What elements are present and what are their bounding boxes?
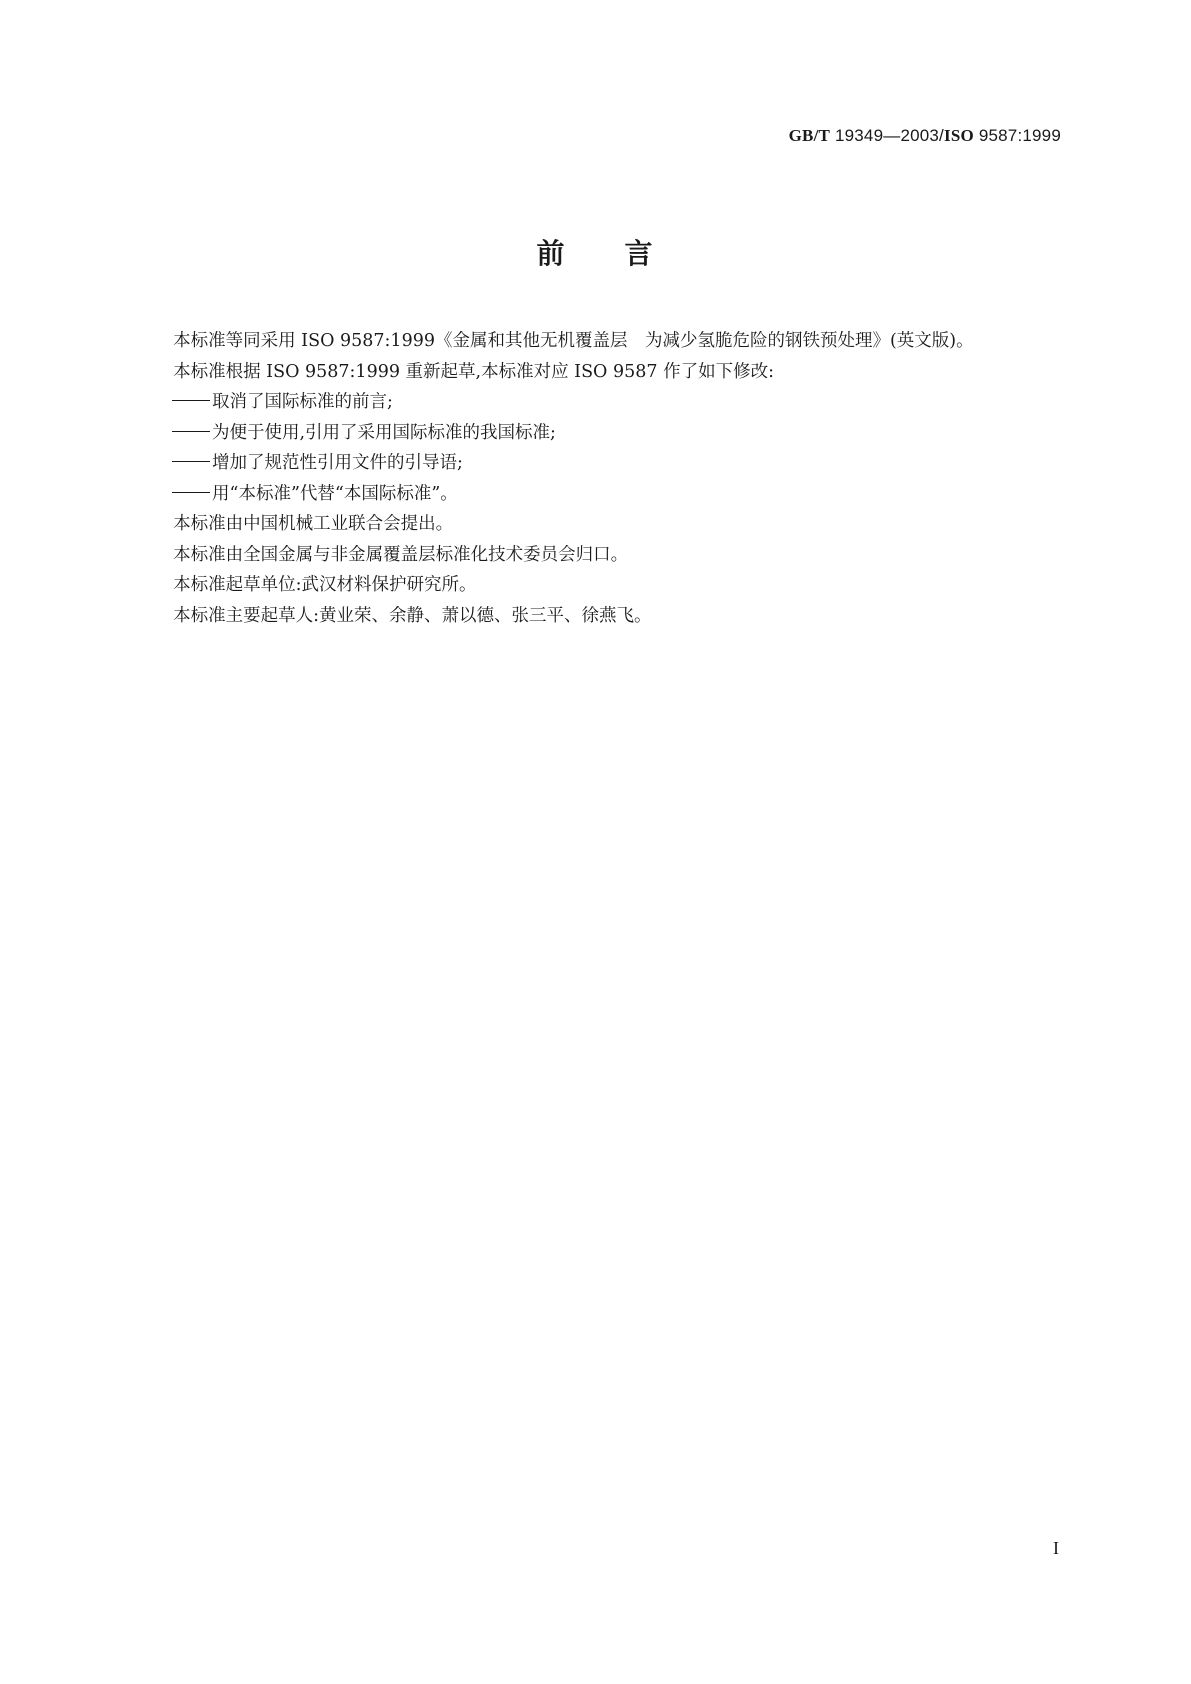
foreword-body bbox=[132, 326, 1062, 631]
paragraph-drafting-unit: 本标准起草单位:武汉材料保护研究所。 bbox=[173, 575, 477, 595]
iso-number: 9587:1999 bbox=[973, 126, 1061, 145]
list-item-text: 用“本标准”代替“本国际标准”。 bbox=[212, 483, 458, 504]
iso-prefix: ISO bbox=[944, 126, 974, 145]
list-item bbox=[132, 479, 1062, 510]
paragraph-proposed-by: 本标准由中国机械工业联合会提出。 bbox=[173, 514, 454, 534]
list-item bbox=[132, 418, 1062, 449]
title-char-2: 言 bbox=[624, 237, 655, 270]
paragraph-drafters: 本标准主要起草人:黄业荣、余静、萧以德、张三平、徐燕飞。 bbox=[173, 605, 652, 626]
dash-icon bbox=[172, 400, 210, 401]
gb-number: 19349—2003/ bbox=[830, 126, 944, 145]
paragraph-modifications: 本标准根据 ISO 9587:1999 重新起草,本标准对应 ISO 9587 作了如下修改: bbox=[173, 361, 774, 382]
dash-icon bbox=[172, 431, 210, 432]
list-item bbox=[132, 448, 1062, 479]
title-char-1: 前 bbox=[536, 237, 567, 270]
standard-number bbox=[789, 126, 1061, 146]
list-item bbox=[132, 387, 1062, 418]
dash-icon bbox=[172, 492, 210, 493]
page-title bbox=[0, 232, 1191, 272]
list-item-text: 增加了规范性引用文件的引导语; bbox=[212, 453, 463, 473]
list-item-text: 为便于使用,引用了采用国际标准的我国标准; bbox=[212, 422, 556, 443]
gb-prefix: GB/T bbox=[788, 126, 831, 145]
page-number: I bbox=[1053, 1538, 1059, 1558]
paragraph-adoption: 本标准等同采用 ISO 9587:1999《金属和其他无机覆盖层 为减少氢脆危险的钢铁预处理》(英文版)。 bbox=[173, 331, 974, 351]
paragraph-technical-committee: 本标准由全国金属与非金属覆盖层标准化技术委员会归口。 bbox=[173, 544, 629, 565]
dash-icon bbox=[172, 461, 210, 462]
list-item-text: 取消了国际标准的前言; bbox=[212, 392, 393, 412]
